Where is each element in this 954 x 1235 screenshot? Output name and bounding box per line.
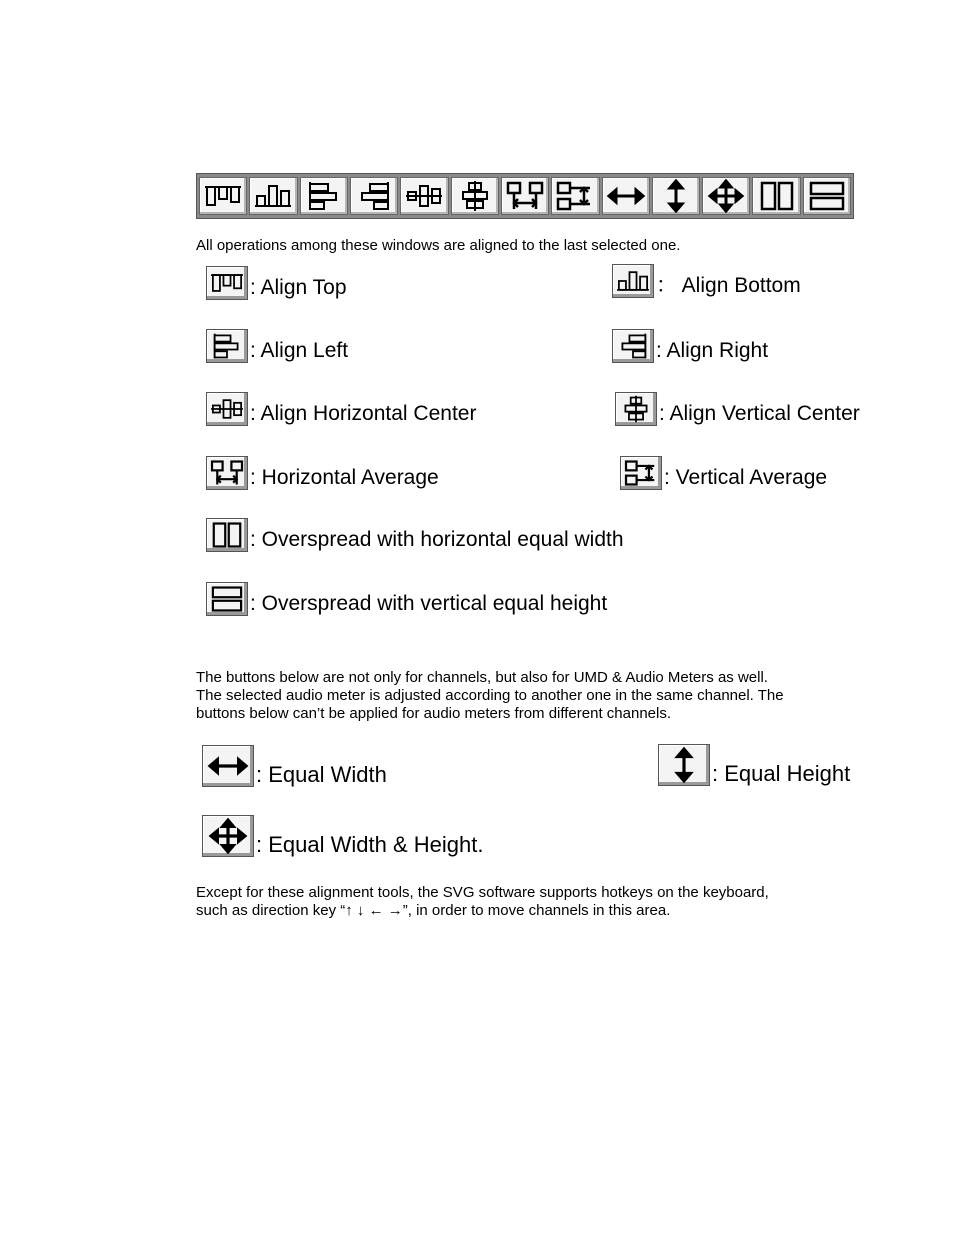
align-top-item	[206, 266, 347, 300]
v-average-item	[620, 456, 827, 490]
overspread-v-item	[206, 582, 607, 616]
align-left-item	[206, 329, 348, 363]
vertical-average-button[interactable]	[551, 177, 599, 215]
equal-width-height-icon	[202, 815, 254, 857]
align-vcenter-item	[615, 392, 860, 426]
align-left-icon	[206, 329, 248, 363]
overspread-vertical-icon	[206, 582, 248, 616]
align-horizontal-center-icon	[206, 392, 248, 426]
align-left-icon	[303, 179, 345, 213]
align-right-item	[612, 329, 768, 363]
align-right-label: : Align Right	[656, 339, 769, 362]
align-bottom-icon	[252, 179, 294, 213]
align-vertical-center-icon	[615, 392, 657, 426]
equal-height-icon	[655, 179, 697, 213]
h-average-item	[206, 456, 439, 490]
overspread-h-label: : Overspread with horizontal equal width	[250, 528, 624, 551]
equal-width-height-icon	[705, 179, 747, 213]
equal-height-icon	[658, 744, 710, 786]
horizontal-average-icon	[206, 456, 248, 490]
equal-width-height-button[interactable]	[702, 177, 750, 215]
overspread-horizontal-button[interactable]	[752, 177, 800, 215]
align-bottom-icon	[612, 264, 654, 298]
equal-width-item	[202, 745, 387, 787]
overspread-horizontal-icon	[756, 179, 798, 213]
align-vertical-center-button[interactable]	[451, 177, 499, 215]
align-bottom-label: ： Align Bottom	[656, 274, 801, 297]
equal-height-item	[658, 744, 850, 786]
equal-width-label: : Equal Width	[256, 762, 387, 787]
footer-line-1: Except for these alignment tools, the SVG software supports hotkeys on the keyboard,	[196, 884, 769, 901]
footer-line-2: such as direction key “↑ ↓ ← →”, in order to move channels in this area.	[196, 902, 671, 919]
align-horizontal-center-icon	[403, 179, 445, 213]
vertical-average-icon	[554, 179, 596, 213]
overspread-h-item	[206, 518, 624, 552]
equal-height-button[interactable]	[652, 177, 700, 215]
align-bottom-button[interactable]	[249, 177, 297, 215]
equal-height-label: : Equal Height	[712, 761, 851, 786]
align-top-icon	[206, 266, 248, 300]
horizontal-average-button[interactable]	[501, 177, 549, 215]
v-average-label: : Vertical Average	[664, 466, 828, 489]
equal-width-button[interactable]	[602, 177, 650, 215]
note-line-3: buttons below can’t be applied for audio meters from different channels.	[196, 705, 672, 722]
align-left-button[interactable]	[300, 177, 348, 215]
align-horizontal-center-button[interactable]	[400, 177, 448, 215]
equal-width-icon	[202, 745, 254, 787]
align-top-button[interactable]	[199, 177, 247, 215]
align-right-button[interactable]	[350, 177, 398, 215]
align-right-icon	[353, 179, 395, 213]
align-vertical-center-icon	[454, 179, 496, 213]
equal-width-icon	[605, 179, 647, 213]
align-right-icon	[612, 329, 654, 363]
equal-both-label: : Equal Width & Height.	[256, 832, 484, 857]
equal-both-item	[202, 815, 483, 857]
vertical-average-icon	[620, 456, 662, 490]
align-left-label: : Align Left	[250, 339, 349, 362]
align-hcenter-item	[206, 392, 476, 426]
overspread-v-label: : Overspread with vertical equal height	[250, 592, 608, 615]
note-line-2: The selected audio meter is adjusted according to another one in the same channel. The	[196, 687, 784, 704]
alignment-toolbar	[196, 173, 854, 219]
horizontal-average-icon	[504, 179, 546, 213]
align-vcenter-label: : Align Vertical Center	[659, 402, 860, 425]
align-bottom-item	[612, 264, 801, 298]
overspread-vertical-icon	[806, 179, 848, 213]
align-hcenter-label: : Align Horizontal Center	[250, 402, 477, 425]
overspread-horizontal-icon	[206, 518, 248, 552]
align-top-label: : Align Top	[250, 276, 347, 299]
align-top-icon	[202, 179, 244, 213]
h-average-label: : Horizontal Average	[250, 466, 439, 489]
note-line-1: The buttons below are not only for channels, but also for UMD & Audio Meters as well.	[196, 669, 768, 686]
overspread-vertical-button[interactable]	[803, 177, 851, 215]
intro-text: All operations among these windows are aligned to the last selected one.	[196, 237, 681, 254]
